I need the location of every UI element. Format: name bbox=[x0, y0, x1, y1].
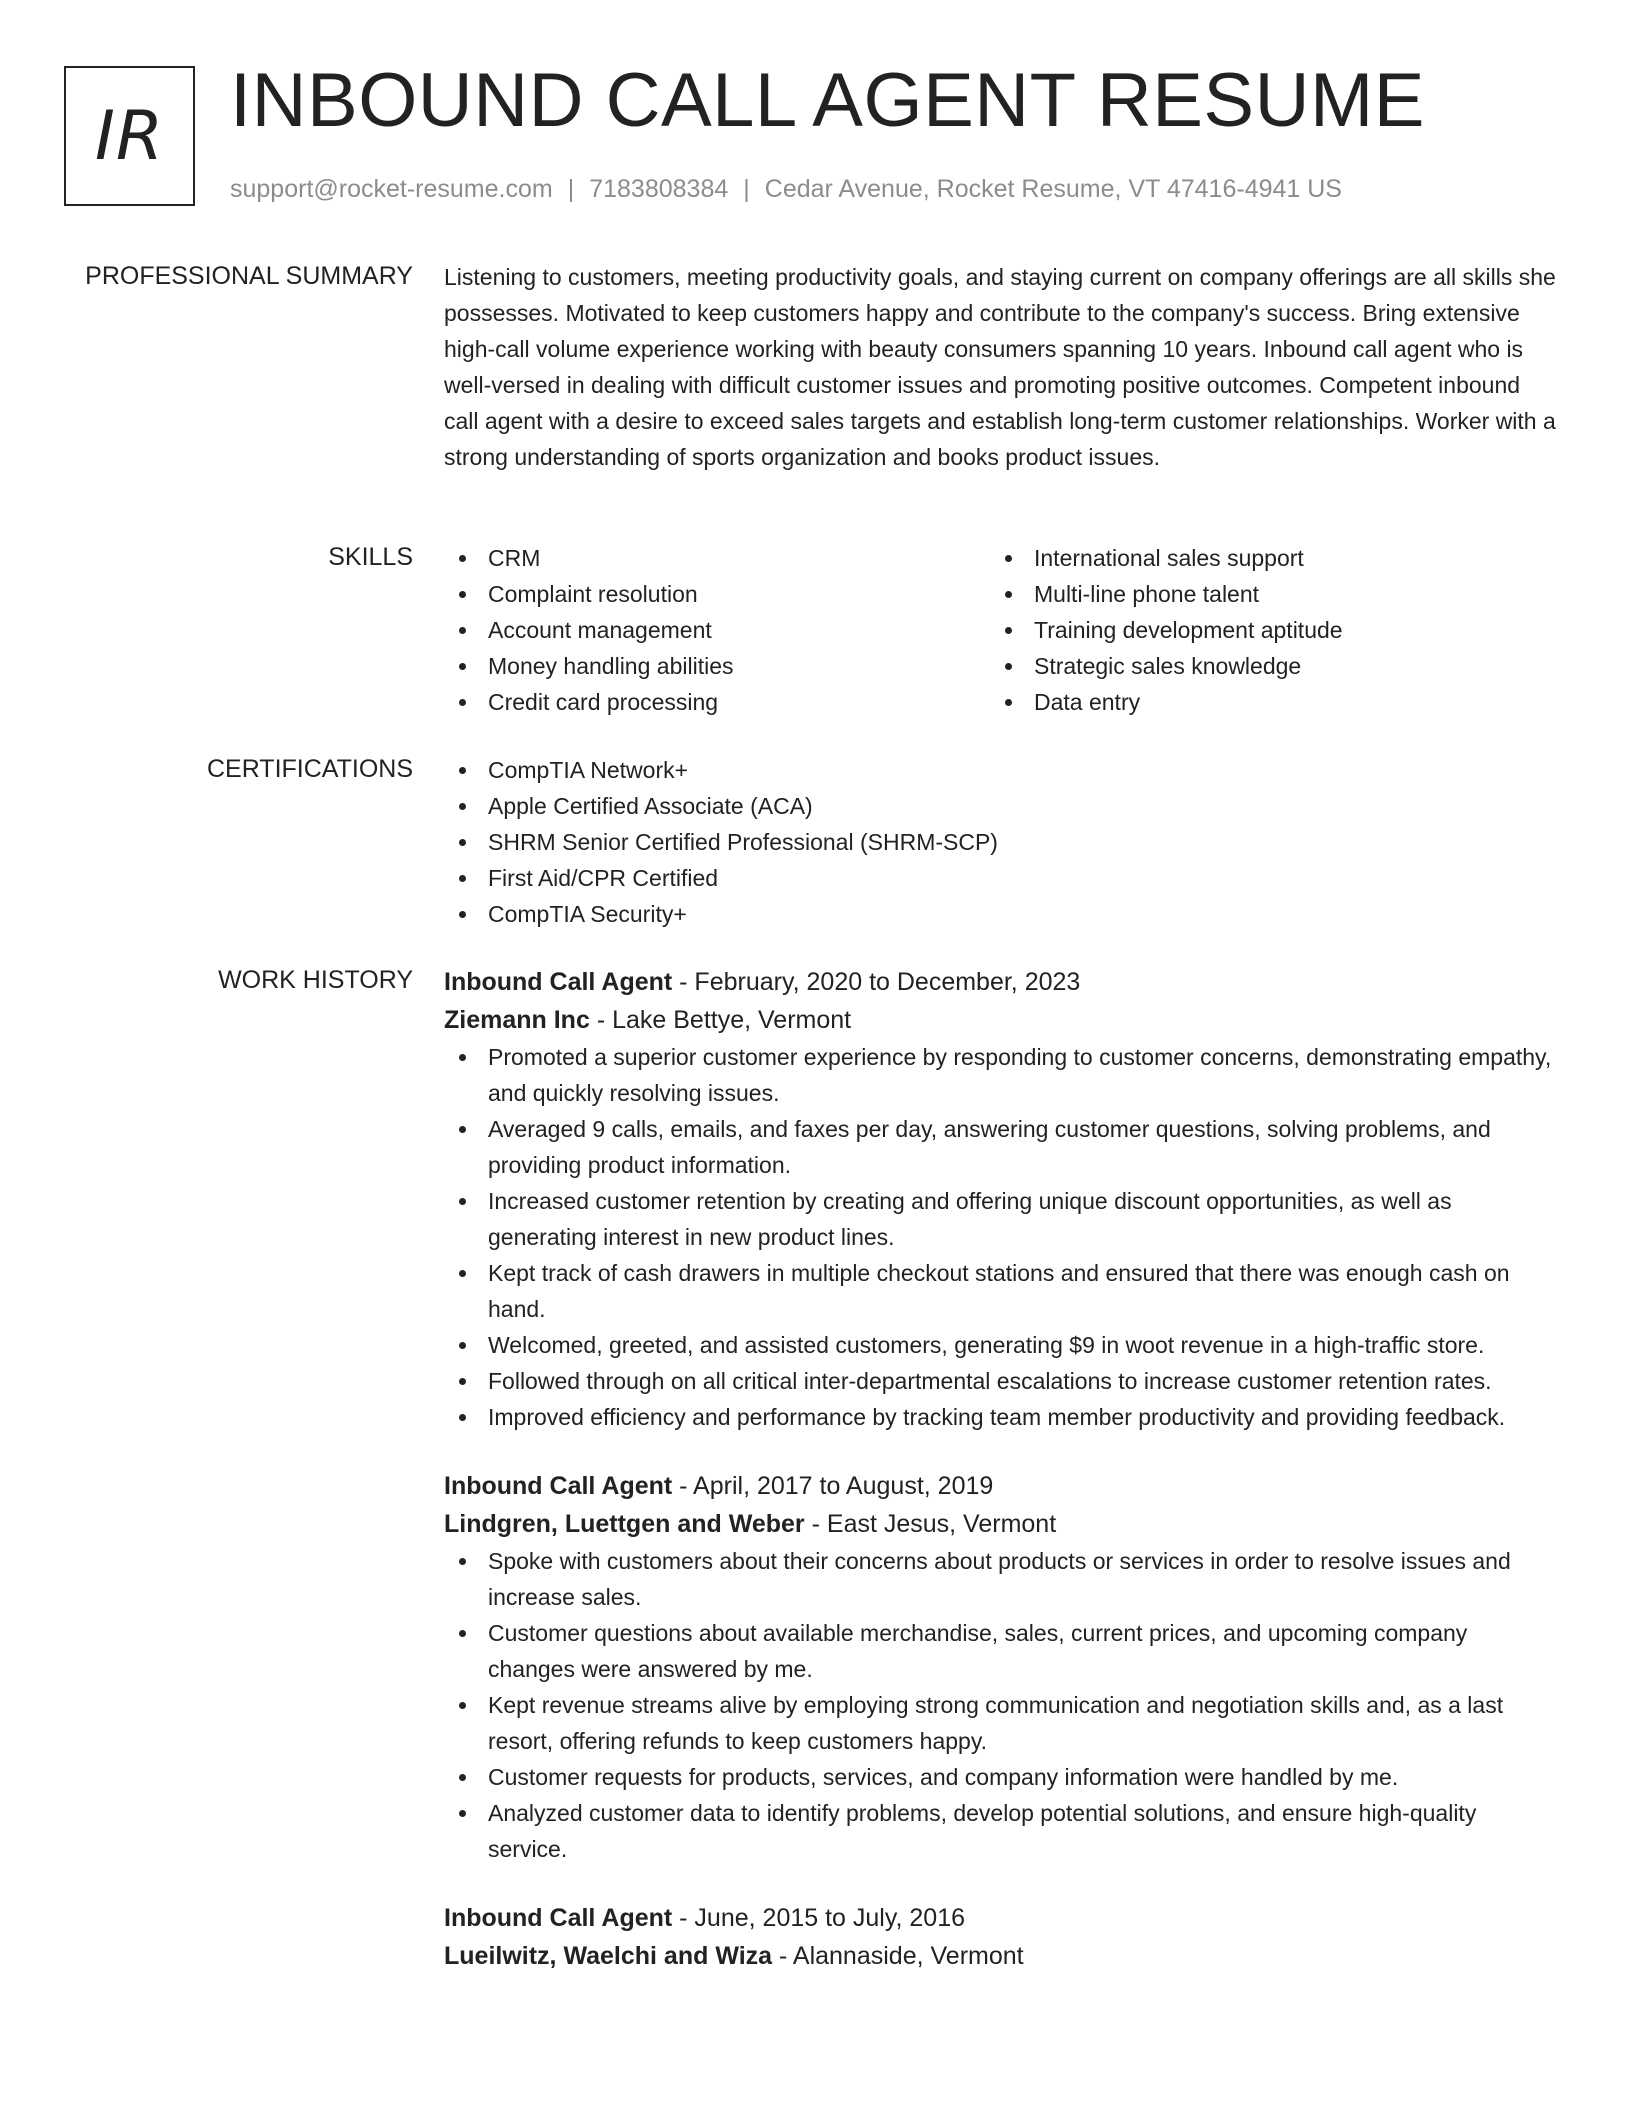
job-location: - East Jesus, Vermont bbox=[804, 1510, 1057, 1538]
skill-item: Data entry bbox=[990, 684, 1536, 720]
job-dates: - June, 2015 to July, 2016 bbox=[672, 1904, 966, 1932]
job-company-line bbox=[444, 1505, 1559, 1543]
skill-item: Credit card processing bbox=[444, 684, 990, 720]
job-duty: Kept revenue streams alive by employing strong communication and negotiation skills and, as a last resort, offering refunds to keep customers happy. bbox=[444, 1687, 1559, 1759]
skill-item: CRM bbox=[444, 540, 990, 576]
certifications-heading: CERTIFICATIONS bbox=[206, 755, 413, 783]
job-duty: Customer requests for products, services, and company information were handled by me. bbox=[444, 1759, 1559, 1795]
skill-item: Account management bbox=[444, 612, 990, 648]
job-title-line bbox=[444, 963, 1559, 1001]
job-duty: Increased customer retention by creating and offering unique discount opportunities, as well as generating interest in new product lines. bbox=[444, 1183, 1559, 1255]
contact-phone: 7183808384 bbox=[589, 175, 729, 203]
skill-item: International sales support bbox=[990, 540, 1536, 576]
job-company: Lueilwitz, Waelchi and Wiza bbox=[444, 1942, 773, 1970]
certifications-body bbox=[444, 752, 1559, 932]
skill-item: Money handling abilities bbox=[444, 648, 990, 684]
job-dates: - April, 2017 to August, 2019 bbox=[672, 1472, 994, 1500]
job-title: Inbound Call Agent bbox=[444, 1904, 673, 1932]
job-company-line bbox=[444, 1001, 1559, 1039]
job-title-line bbox=[444, 1467, 1559, 1505]
job-company: Lindgren, Luettgen and Weber bbox=[444, 1510, 805, 1538]
job-duty: Customer questions about available merchandise, sales, current prices, and upcoming company changes were answered by me. bbox=[444, 1615, 1559, 1687]
certification-item: SHRM Senior Certified Professional (SHRM-SCP) bbox=[444, 824, 1559, 860]
skill-item: Training development aptitude bbox=[990, 612, 1536, 648]
job-duties-list bbox=[444, 1543, 1559, 1867]
certification-item: Apple Certified Associate (ACA) bbox=[444, 788, 1559, 824]
contact-separator: | bbox=[567, 175, 575, 203]
contact-line bbox=[230, 174, 1342, 204]
resume-title: INBOUND CALL AGENT RESUME bbox=[230, 58, 1425, 143]
job-location: - Lake Bettye, Vermont bbox=[589, 1006, 852, 1034]
skill-item: Complaint resolution bbox=[444, 576, 990, 612]
work-history-heading: WORK HISTORY bbox=[218, 966, 413, 994]
summary-heading: PROFESSIONAL SUMMARY bbox=[85, 262, 413, 290]
job-dates: - February, 2020 to December, 2023 bbox=[672, 968, 1081, 996]
work-history-body bbox=[444, 963, 1559, 1975]
skill-item: Multi-line phone talent bbox=[990, 576, 1536, 612]
job-duty: Analyzed customer data to identify problems, develop potential solutions, and ensure high-quality service. bbox=[444, 1795, 1559, 1867]
job-entry bbox=[444, 963, 1559, 1435]
contact-address: Cedar Avenue, Rocket Resume, VT 47416-4941 US bbox=[764, 175, 1342, 203]
job-duty: Followed through on all critical inter-departmental escalations to increase customer retention rates. bbox=[444, 1363, 1559, 1399]
job-duty: Averaged 9 calls, emails, and faxes per day, answering customer questions, solving problems, and providing product information. bbox=[444, 1111, 1559, 1183]
job-location: - Alannaside, Vermont bbox=[772, 1942, 1024, 1970]
skills-list-right bbox=[990, 540, 1536, 720]
job-duties-list bbox=[444, 1039, 1559, 1435]
summary-text: Listening to customers, meeting productivity goals, and staying current on company offerings are all skills she possesses. Motivated to keep customers happy and contribute to the company's success. Bring extensive high-call volume experience working with beauty consumers spanning 10 years. Inbound call agent who is well-versed in dealing with difficult customer issues and promoting positive outcomes. Competent inbound call agent with a desire to exceed sales targets and establish long-term customer relationships. Worker with a strong understanding of sports organization and books product issues. bbox=[444, 264, 1556, 470]
job-entry bbox=[444, 1467, 1559, 1867]
contact-email: support@rocket-resume.com bbox=[230, 175, 553, 203]
job-duty: Kept track of cash drawers in multiple checkout stations and ensured that there was enough cash on hand. bbox=[444, 1255, 1559, 1327]
job-duty: Welcomed, greeted, and assisted customers, generating $9 in woot revenue in a high-traffic store. bbox=[444, 1327, 1559, 1363]
contact-separator: | bbox=[743, 175, 750, 203]
job-title: Inbound Call Agent bbox=[444, 1472, 673, 1500]
skills-body bbox=[444, 540, 1559, 720]
certification-item: CompTIA Network+ bbox=[444, 752, 1559, 788]
job-company-line bbox=[444, 1937, 1559, 1975]
job-duty: Promoted a superior customer experience by responding to customer concerns, demonstrating empathy, and quickly resolving issues. bbox=[444, 1039, 1559, 1111]
job-duty: Improved efficiency and performance by tracking team member productivity and providing feedback. bbox=[444, 1399, 1559, 1435]
skills-list-left bbox=[444, 540, 990, 720]
job-title-line bbox=[444, 1899, 1559, 1937]
job-company: Ziemann Inc bbox=[444, 1006, 590, 1034]
monogram-initials: IR bbox=[94, 96, 165, 176]
job-duty: Spoke with customers about their concerns about products or services in order to resolve issues and increase sales. bbox=[444, 1543, 1559, 1615]
certification-item: CompTIA Security+ bbox=[444, 896, 1559, 932]
summary-body bbox=[444, 259, 1559, 475]
skills-heading: SKILLS bbox=[328, 543, 413, 571]
certifications-list bbox=[444, 752, 1559, 932]
certification-item: First Aid/CPR Certified bbox=[444, 860, 1559, 896]
skill-item: Strategic sales knowledge bbox=[990, 648, 1536, 684]
job-entry bbox=[444, 1899, 1559, 1975]
job-title: Inbound Call Agent bbox=[444, 968, 673, 996]
monogram-badge bbox=[64, 66, 195, 206]
